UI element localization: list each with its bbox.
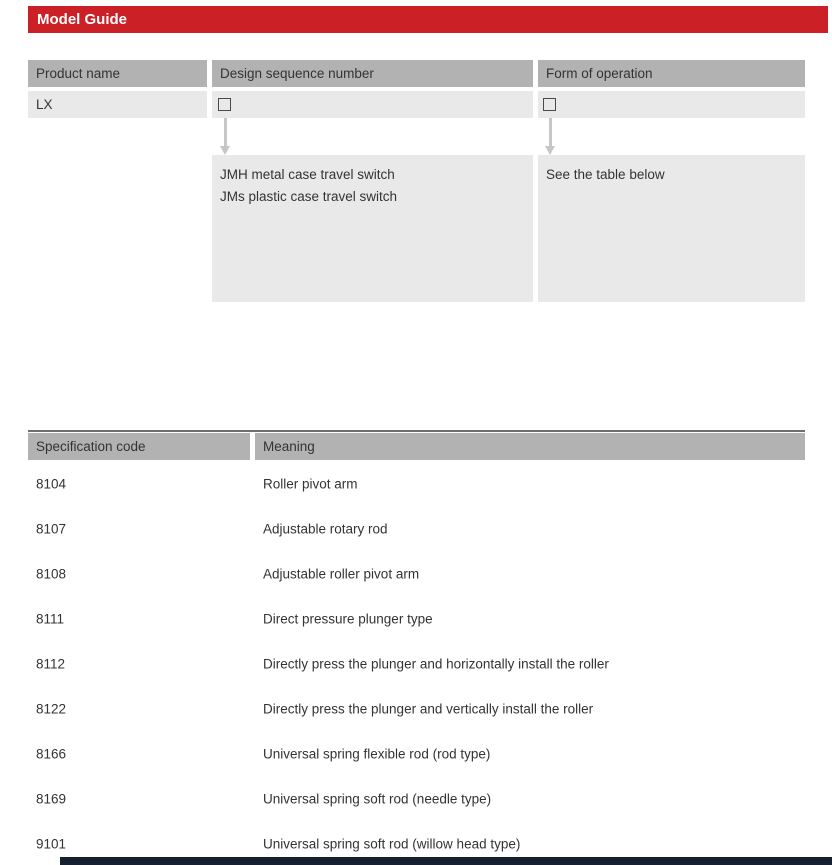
design-note-line: JMs plastic case travel switch [220,189,398,204]
spec-code: 8104 [36,476,67,492]
table-row [28,732,805,777]
table-row [28,686,805,731]
spec-header-code-label: Specification code [36,439,146,454]
down-arrow-head [220,146,230,155]
table-row [28,777,805,822]
model-row-product-name [28,91,207,118]
spec-meaning: Adjustable rotary rod [263,521,388,537]
spec-code: 8169 [36,791,67,807]
spec-header-meaning-label: Meaning [263,439,315,454]
spec-meaning: Adjustable roller pivot arm [263,566,420,582]
model-header-form-of-operation [538,60,805,87]
operation-note-line: See the table below [546,167,665,182]
model-row-design-sequence [212,91,533,118]
table-row [28,596,805,641]
section-title: Model Guide [37,11,127,28]
table-row [28,461,805,506]
model-header-design-sequence-label: Design sequence number [220,66,374,81]
spec-code: 8166 [36,746,67,762]
spec-code: 8112 [36,656,66,672]
table-row [28,506,805,551]
spec-meaning: Universal spring flexible rod (rod type) [263,746,491,762]
spec-code: 9101 [36,836,67,852]
model-header-design-sequence [212,60,533,87]
form-of-operation-note-box [538,155,805,302]
down-arrow-shaft [549,118,552,147]
form-of-operation-checkbox-icon [543,98,556,111]
down-arrow-icon [219,118,231,155]
product-name-value: LX [36,97,53,112]
spec-code: 8108 [36,566,67,582]
spec-code: 8122 [36,701,67,717]
next-section-bar [60,857,832,865]
down-arrow-icon [544,118,556,155]
table-row [28,641,805,686]
spec-code: 8107 [36,521,67,537]
design-sequence-checkbox-icon [218,98,231,111]
spec-table-top-border [28,430,805,432]
spec-header-code [28,433,250,460]
design-sequence-note-box [212,155,533,302]
spec-header-meaning [255,433,805,460]
spec-meaning: Directly press the plunger and vertically install the roller [263,701,594,717]
model-header-product-name [28,60,207,87]
down-arrow-shaft [224,118,227,147]
table-row [28,551,805,596]
spec-meaning: Universal spring soft rod (needle type) [263,791,492,807]
section-header-bar [28,6,828,33]
model-header-form-of-operation-label: Form of operation [546,66,653,81]
spec-meaning: Universal spring soft rod (willow head type) [263,836,521,852]
spec-meaning: Directly press the plunger and horizontally install the roller [263,656,609,672]
model-row-form-of-operation [538,91,805,118]
spec-table-body [28,461,805,865]
design-note-line: JMH metal case travel switch [220,167,395,182]
spec-meaning: Roller pivot arm [263,476,358,492]
spec-code: 8111 [36,611,65,627]
model-header-product-name-label: Product name [36,66,121,81]
down-arrow-head [545,146,555,155]
spec-meaning: Direct pressure plunger type [263,611,433,627]
